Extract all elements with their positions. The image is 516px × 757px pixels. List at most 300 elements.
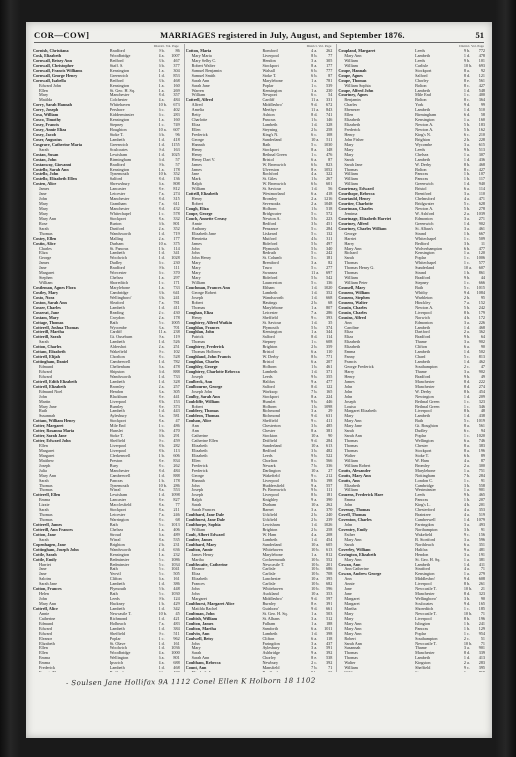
entry-volume: 9 c. (159, 632, 168, 637)
entry-volume: 8 e. (464, 79, 473, 84)
entry-volume: 1 d. (464, 54, 473, 59)
entry-page: 77 (175, 503, 179, 508)
entry-district: Wellington (110, 656, 159, 661)
entry-page: 274 (479, 385, 485, 390)
entry-district: Pershore (110, 108, 159, 113)
entry-page: 183 (479, 123, 485, 128)
entry-volume: 4 a. (464, 459, 473, 464)
entry-name: Cough, Eliza (186, 207, 263, 212)
entry-name: Mary (33, 212, 110, 217)
entry-district: Holborn (262, 405, 311, 410)
entry-page: 558 (479, 484, 485, 489)
entry-district: Lambeth (110, 666, 159, 671)
entry-page: 11 (481, 242, 485, 247)
entry-name: Thomas (338, 449, 415, 454)
entry-page: 146 (326, 118, 332, 123)
entry-page: 471 (479, 197, 485, 202)
entry-volume: 8 a. (159, 508, 168, 513)
entry-district: Stoke T. (262, 74, 311, 79)
entry-page: 201 (326, 563, 332, 568)
entry-volume: 3 b. (159, 296, 168, 301)
entry-page: 608 (326, 340, 332, 345)
entry-page: 392 (326, 661, 332, 666)
entry-volume: 6 b. (311, 74, 320, 79)
entry-name: Cowan, Ann (338, 563, 415, 568)
entry-district: Manchester (110, 197, 159, 202)
entry-district: St. Albans (262, 617, 311, 622)
entry-page: 843 (326, 108, 332, 113)
entry-volume: 8 c. (464, 168, 473, 173)
entry-volume: 1 d. (159, 360, 168, 365)
entry-volume: 8 a. (159, 488, 168, 493)
entry-page: 771 (326, 355, 332, 360)
entry-district: Plymouth (262, 326, 311, 331)
entry-name: Coussell, Mary (338, 286, 415, 291)
entry-page: 468 (173, 79, 179, 84)
entry-page: 484 (173, 98, 179, 103)
entry-page: 462 (479, 360, 485, 365)
entry-page: 1098 (324, 405, 332, 410)
entry-name: Jane (338, 592, 415, 597)
entry-page: 120 (479, 251, 485, 256)
entry-name: Robert (186, 301, 263, 306)
entry-page: 224 (326, 395, 332, 400)
handwritten-annotation: - Soulsen Jane Hollifax 9A 1112 Conel Ellen K Holborn 18 1102 (66, 675, 486, 693)
entry-volume: 10 b. (311, 567, 320, 572)
entry-district: Faringdon (262, 642, 311, 647)
entry-district: Newcastle T. (110, 612, 159, 617)
entry-volume: 8 a. (464, 444, 473, 449)
entry-volume: 1 d. (159, 582, 168, 587)
entry-district: Warrington (110, 518, 159, 523)
entry-volume: 1 d. (464, 350, 473, 355)
entry-name: Thomas (33, 518, 110, 523)
entry-page: 673 (173, 103, 179, 108)
entry-page: 1019 (477, 419, 485, 424)
entry-page: 331 (326, 98, 332, 103)
entry-name: James Henry (186, 553, 263, 558)
entry-page: 733 (173, 286, 179, 291)
entry-volume: 9 b. (311, 454, 320, 459)
entry-name: Elizabeth Jane (186, 232, 263, 237)
entry-name: Hannah (186, 479, 263, 484)
entry-volume: 2 a. (464, 212, 473, 217)
entry-name: Mary Ann (338, 247, 415, 252)
entry-volume: 8 a. (159, 503, 168, 508)
entry-district: W. Ashford (415, 212, 464, 217)
entry-volume: 9 a. (159, 335, 168, 340)
entry-district: Bradford (110, 266, 159, 271)
entry-district: Leicester (110, 192, 159, 197)
entry-page: 477 (326, 380, 332, 385)
entry-volume: 6 a. (464, 439, 473, 444)
entry-volume: 1 d. (464, 414, 473, 419)
entry-volume: 1 d. (159, 642, 168, 647)
entry-volume: 1 d. (159, 138, 168, 143)
entry-name: Jane (338, 587, 415, 592)
entry-page: 812 (173, 187, 179, 192)
entry-name: Matilda Rachel (186, 607, 263, 612)
entry-name: Sarah (338, 429, 415, 434)
entry-district: Bridgwater (415, 202, 464, 207)
entry-page: 509 (479, 237, 485, 242)
entry-volume: 2 b. (311, 301, 320, 306)
entry-district: Stoke T. (110, 133, 159, 138)
entry-district: Richmond (110, 617, 159, 622)
entry-volume: 8 b. (159, 449, 168, 454)
entry-district: Newton A. (262, 217, 311, 222)
entry-volume: 1 b. (159, 454, 168, 459)
entry-volume: 7 a. (159, 622, 168, 627)
entry-page: 383 (479, 444, 485, 449)
entry-district: Bedford (415, 242, 464, 247)
entry-volume: 5 c. (464, 419, 473, 424)
entry-volume: 1 b. (159, 247, 168, 252)
entry-volume: 7 b. (311, 464, 320, 469)
entry-page: 1020 (477, 434, 485, 439)
entry-district: Leeds (415, 49, 464, 54)
entry-volume: 8 e. (159, 498, 168, 503)
entry-district: Middlesbro' (262, 597, 311, 602)
entry-page: 27 (328, 469, 332, 474)
entry-volume: 1 d. (159, 143, 168, 148)
entry-volume: 8 a. (311, 148, 320, 153)
entry-district: Kensington (110, 553, 159, 558)
entry-volume: 8 a. (311, 429, 320, 434)
entry-page: 902 (479, 222, 485, 227)
entry-district: Bath (415, 286, 464, 291)
entry-district: Bury (110, 464, 159, 469)
entry-name: Coupe, Thomas (338, 79, 415, 84)
entry-name: Thomas (338, 656, 415, 661)
entry-district: Sheffield (110, 632, 159, 637)
entry-district: Barnet (262, 508, 311, 513)
entry-page: 341 (173, 251, 179, 256)
entry-page: 1086 (171, 558, 179, 563)
entry-page: 114 (479, 187, 485, 192)
entry-volume: 1 c. (464, 256, 473, 261)
entry-district: Newton A. (415, 207, 464, 212)
entry-page: 71 (328, 666, 332, 671)
entry-volume: 5 b. (311, 276, 320, 281)
entry-page: 1011 (324, 627, 332, 632)
entry-district: Whitechapel (415, 237, 464, 242)
entry-name: Stephen (33, 276, 110, 281)
entry-district: Westmorland (262, 192, 311, 197)
entry-page: 342 (173, 607, 179, 612)
entry-name: Mary (33, 202, 110, 207)
index-column-1 (32, 44, 181, 672)
entry-volume: 5 c. (159, 563, 168, 568)
entry-page: 781 (326, 79, 332, 84)
entry-page: 258 (326, 128, 332, 133)
entry-name: Coulbourne, George (186, 385, 263, 390)
entry-volume: 1 b. (464, 177, 473, 182)
entry-volume: 9 b. (464, 49, 473, 54)
entry-name: William (338, 276, 415, 281)
entry-name: Coughtrey, Charlotte Rebecca (186, 370, 263, 375)
entry-volume: 8 d. (311, 385, 320, 390)
entry-volume: 5 b. (464, 123, 473, 128)
entry-district: Burnley (262, 602, 311, 607)
entry-page: 68 (328, 301, 332, 306)
entry-volume: 1 c. (464, 479, 473, 484)
entry-volume: 9 d. (311, 597, 320, 602)
entry-volume: 1 d. (464, 89, 473, 94)
entry-district: Ulverston (262, 168, 311, 173)
entry-name: Charles (33, 247, 110, 252)
entry-volume: 7 a. (159, 192, 168, 197)
entry-volume: 4 a. (311, 172, 320, 177)
entry-volume: 5 c. (311, 266, 320, 271)
entry-name: Margaret (186, 597, 263, 602)
entry-district: Clifton (262, 637, 311, 642)
entry-volume: 1 a. (159, 528, 168, 533)
entry-page: 212 (326, 474, 332, 479)
entry-name: Joseph (338, 400, 415, 405)
entry-page: 719 (173, 232, 179, 237)
entry-page: 160 (173, 118, 179, 123)
entry-page: 230 (326, 89, 332, 94)
entry-district: Marylebone (110, 286, 159, 291)
entry-volume: 1 d. (311, 296, 320, 301)
entry-volume: 1 d. (464, 395, 473, 400)
entry-district: Chorlton (110, 355, 159, 360)
entry-district: Birmingham (110, 158, 159, 163)
entry-district: Stockport (110, 217, 159, 222)
entry-district: Wakefield (415, 533, 464, 538)
entry-name: Charlotte (186, 118, 263, 123)
entry-page: 901 (479, 488, 485, 493)
entry-volume: 9 a. (311, 498, 320, 503)
entry-volume: 10 a. (311, 469, 320, 474)
entry-page: 129 (479, 627, 485, 632)
entry-name: Cotterell, Ellen (33, 493, 110, 498)
entry-name: Sarah Ann (338, 642, 415, 647)
entry-district: Edmonton (415, 217, 464, 222)
entry-name: Cotton, Charles (33, 345, 110, 350)
entry-name: Mary Ann (338, 558, 415, 563)
entry-page: 518 (326, 207, 332, 212)
entry-volume: 6 a. (464, 543, 473, 548)
entry-page: 566 (326, 459, 332, 464)
entry-volume: 5 c. (311, 212, 320, 217)
entry-district: St. Geo. H. Sq. (262, 612, 311, 617)
entry-name: Sarah Ann (186, 656, 263, 661)
entry-volume: 8 d. (159, 177, 168, 182)
index-entry (32, 671, 181, 672)
entry-volume: 9 b. (464, 276, 473, 281)
entry-name: Joseph (186, 296, 263, 301)
entry-volume: 4 b. (464, 316, 473, 321)
entry-district: Brighton (262, 345, 311, 350)
entry-page: 178 (173, 479, 179, 484)
entry-page: 553 (173, 488, 179, 493)
entry-volume: 3 a. (159, 326, 168, 331)
entry-page: 636 (173, 548, 179, 553)
entry-page: 1006 (477, 256, 485, 261)
entry-name: Cottrell, Alfred (186, 98, 263, 103)
entry-volume: 7 a. (311, 311, 320, 316)
entry-volume: 4 b. (311, 237, 320, 242)
entry-volume: 2 b. (159, 543, 168, 548)
entry-district: Whitby (415, 291, 464, 296)
entry-district: Hendon (110, 390, 159, 395)
entry-page: 581 (173, 414, 179, 419)
entry-district: Brentford (415, 192, 464, 197)
entry-district: Pancras (262, 118, 311, 123)
entry-district: Leicester (110, 513, 159, 518)
entry-page: 87 (481, 459, 485, 464)
entry-district: Gt. Boughton (415, 424, 464, 429)
entry-volume: 1 a. (311, 306, 320, 311)
entry-volume: 8 e. (159, 395, 168, 400)
entry-name: James (186, 168, 263, 173)
entry-page: 177 (326, 64, 332, 69)
entry-volume: 2 b. (464, 138, 473, 143)
entry-district: W. Ham (262, 533, 311, 538)
entry-page: 238 (173, 330, 179, 335)
entry-district: Sculcoates (110, 148, 159, 153)
entry-district: Newcastle T. (415, 642, 464, 647)
entry-page: 613 (326, 444, 332, 449)
entry-district: Lambeth (110, 380, 159, 385)
entry-district: Middlesbro' (262, 103, 311, 108)
entry-name: Margaret (338, 602, 415, 607)
entry-district: Bolton (415, 168, 464, 173)
entry-district: Burnley (110, 405, 159, 410)
entry-district: Houghton (110, 128, 159, 133)
entry-volume: 1 d. (311, 123, 320, 128)
entry-name: Coulton, Martha (186, 627, 263, 632)
entry-district: Sleaford (110, 301, 159, 306)
entry-name: Jemima (338, 212, 415, 217)
entry-volume: 1 d. (159, 74, 168, 79)
entry-page: 82 (328, 261, 332, 266)
entry-name (33, 671, 110, 672)
entry-page: 807 (326, 306, 332, 311)
entry-district: Macclesfield (110, 503, 159, 508)
entry-volume: 6 a. (159, 577, 168, 582)
entry-volume: 1 d. (311, 187, 320, 192)
entry-name: Henry (186, 153, 263, 158)
entry-name: Coupland, Margaret (338, 49, 415, 54)
entry-volume: 5 c. (159, 558, 168, 563)
entry-volume: 4 a. (159, 651, 168, 656)
entry-district: Camberwell (110, 474, 159, 479)
entry-district: Northleach (415, 543, 464, 548)
entry-district: King's N. (262, 133, 311, 138)
entry-page: 188 (326, 622, 332, 627)
entry-volume: 3 b. (159, 79, 168, 84)
entry-name: Joseph (33, 464, 110, 469)
entry-name: Cowan, Andrew George (338, 572, 415, 577)
entry-volume: 8 a. (311, 64, 320, 69)
entry-district: Newington (415, 395, 464, 400)
entry-page: 91 (481, 479, 485, 484)
entry-volume: 6 b. (464, 454, 473, 459)
entry-district: Bedford (110, 79, 159, 84)
entry-name: Frederick (186, 464, 263, 469)
entry-name: Elizabeth (338, 123, 415, 128)
entry-district: Pancras (415, 498, 464, 503)
entry-district: Newcastle T. (415, 612, 464, 617)
entry-name: Covington, Elizabeth (338, 553, 415, 558)
entry-name: Mary (186, 261, 263, 266)
entry-page: 395 (326, 577, 332, 582)
entry-volume: 2 c. (464, 365, 473, 370)
entry-district: Wirral (110, 488, 159, 493)
entry-district: Marylebone (262, 553, 311, 558)
entry-volume: 6 a. (311, 360, 320, 365)
entry-volume: 9 c. (311, 474, 320, 479)
entry-district: Stockport (262, 148, 311, 153)
entry-page: 1000 (171, 651, 179, 656)
entry-name: Couch, Annette Creasy (186, 217, 263, 222)
entry-name: Frederick (186, 133, 263, 138)
entry-district: Manchester (110, 469, 159, 474)
entry-name: Mary (33, 93, 110, 98)
entry-district: Lanchester (262, 577, 311, 582)
entry-name: Sarah Jane (186, 84, 263, 89)
entry-volume: 6 a. (159, 182, 168, 187)
entry-volume: 1 b. (159, 479, 168, 484)
entry-district: Wycombe (415, 143, 464, 148)
entry-volume: 10 b. (464, 64, 473, 69)
entry-district: Salford (415, 74, 464, 79)
entry-district: Shipston (110, 370, 159, 375)
entry-page: 477 (479, 247, 485, 252)
entry-name: Elizabeth (338, 484, 415, 489)
entry-district (262, 671, 311, 672)
entry-volume: 1 a. (464, 572, 473, 577)
entry-name: George Robert (186, 291, 263, 296)
entry-page: 108 (326, 133, 332, 138)
entry-district: Thame (415, 340, 464, 345)
entry-volume: 3 b. (464, 242, 473, 247)
entry-district: Southampton (415, 637, 464, 642)
entry-volume: 5 c. (159, 567, 168, 572)
entry-page: 901 (479, 646, 485, 651)
entry-district: Greenwich (110, 74, 159, 79)
entry-page: 241 (479, 622, 485, 627)
entry-page: 322 (326, 172, 332, 177)
entry-name: Cornish, Christiana (33, 49, 110, 54)
entry-name: Thomas (338, 271, 415, 276)
entry-district: Stockport (262, 64, 311, 69)
entry-district: Whitehaven (110, 103, 159, 108)
entry-page: 64 (481, 335, 485, 340)
entry-page: 86 (175, 49, 179, 54)
entry-volume: 1 a. (464, 558, 473, 563)
entry-district: Hackney (110, 602, 159, 607)
entry-page: 357 (173, 93, 179, 98)
entry-name: James (33, 187, 110, 192)
entry-name: Copenhagen, Jane (33, 543, 110, 548)
entry-volume: 1 a. (159, 84, 168, 89)
entry-name: James (338, 380, 415, 385)
entry-district: Lambeth (415, 54, 464, 59)
entry-name: Henrietta (186, 237, 263, 242)
entry-volume: 1 c. (464, 632, 473, 637)
entry-name: Eliza (186, 123, 263, 128)
index-column-2 (184, 44, 334, 672)
entry-name: Samuel Benjamin (186, 69, 263, 74)
entry-district: Sculcoates (415, 602, 464, 607)
entry-page: 284 (326, 227, 332, 232)
entry-district: Pancras (415, 627, 464, 632)
entry-page: 291 (173, 434, 179, 439)
